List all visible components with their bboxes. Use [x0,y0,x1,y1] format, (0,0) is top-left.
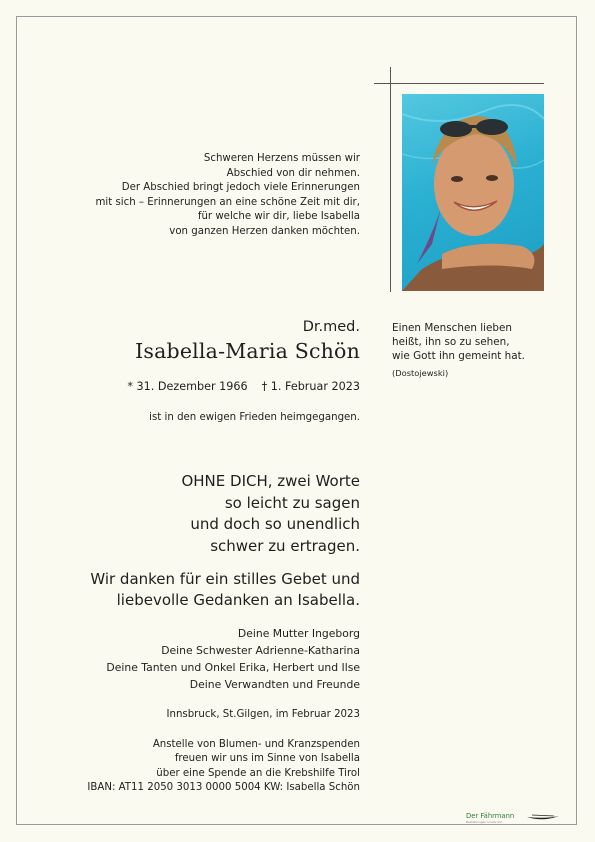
family-line: Deine Schwester Adrienne-Katharina [161,644,360,657]
logo-name: Der Fährmann [466,812,515,820]
quote-line: heißt, ihn so zu sehen, [392,336,510,349]
family-line: Deine Tanten und Onkel Erika, Herbert und Ilse [106,661,360,674]
passed-away-text: ist in den ewigen Frieden heimgegangen. [149,412,360,423]
poem-line: und doch so unendlich [190,515,360,534]
intro-line: Der Abschied bringt jedoch viele Erinnerungen [121,182,360,194]
funeral-home-logo [466,812,566,826]
death-date: † 1. Februar 2023 [261,380,360,393]
intro-line: Schweren Herzens müssen wir [203,153,360,164]
cross-vertical-line [390,67,391,292]
poem-line: OHNE DICH, zwei Worte [181,472,360,490]
family-list [106,625,360,693]
donation-line: IBAN: AT11 2050 3013 0000 5004 KW: Isabella Schön [87,781,360,793]
family-line: Deine Mutter Ingeborg [237,627,360,640]
birth-date: * 31. Dezember 1966 [127,380,248,393]
intro-line: mit sich – Erinnerungen an eine schöne Zeit mit dir, [95,196,360,208]
poem-line: so leicht zu sagen [224,493,360,512]
intro-line: für welche wir dir, liebe Isabella [197,211,360,223]
boat-icon [526,813,560,823]
poem-block [181,471,360,557]
intro-line: Abschied von dir nehmen. [226,167,360,179]
logo-tagline: Bestattungen Innsbruck [466,820,502,824]
family-line: Deine Verwandten und Freunde [189,678,360,691]
thanks-line: Wir danken für ein stilles Gebet und [90,570,360,588]
donation-line: Anstelle von Blumen- und Kranzspenden [152,739,360,750]
cross-horizontal-line [374,83,544,84]
donation-block [87,738,360,795]
donation-line: über eine Spende an die Krebshilfe Tirol [156,767,360,779]
quote-line: wie Gott ihn gemeint hat. [392,350,525,363]
thanks-block [90,569,360,611]
intro-line: von ganzen Herzen danken möchten. [169,225,360,237]
thanks-line: liebevolle Gedanken an Isabella. [116,591,360,609]
life-dates [127,380,360,393]
quote-line: Einen Menschen lieben [392,322,512,334]
deceased-name: Isabella-Maria Schön [135,339,360,363]
quote-author: (Dostojewski) [392,367,449,378]
portrait-photo [402,94,544,291]
place-date: Innsbruck, St.Gilgen, im Februar 2023 [166,709,360,720]
intro-text [40,152,360,240]
quote-block [392,321,572,380]
academic-title: Dr.med. [302,319,360,335]
poem-line: schwer zu ertragen. [210,536,360,555]
donation-line: freuen wir uns im Sinne von Isabella [174,753,360,765]
